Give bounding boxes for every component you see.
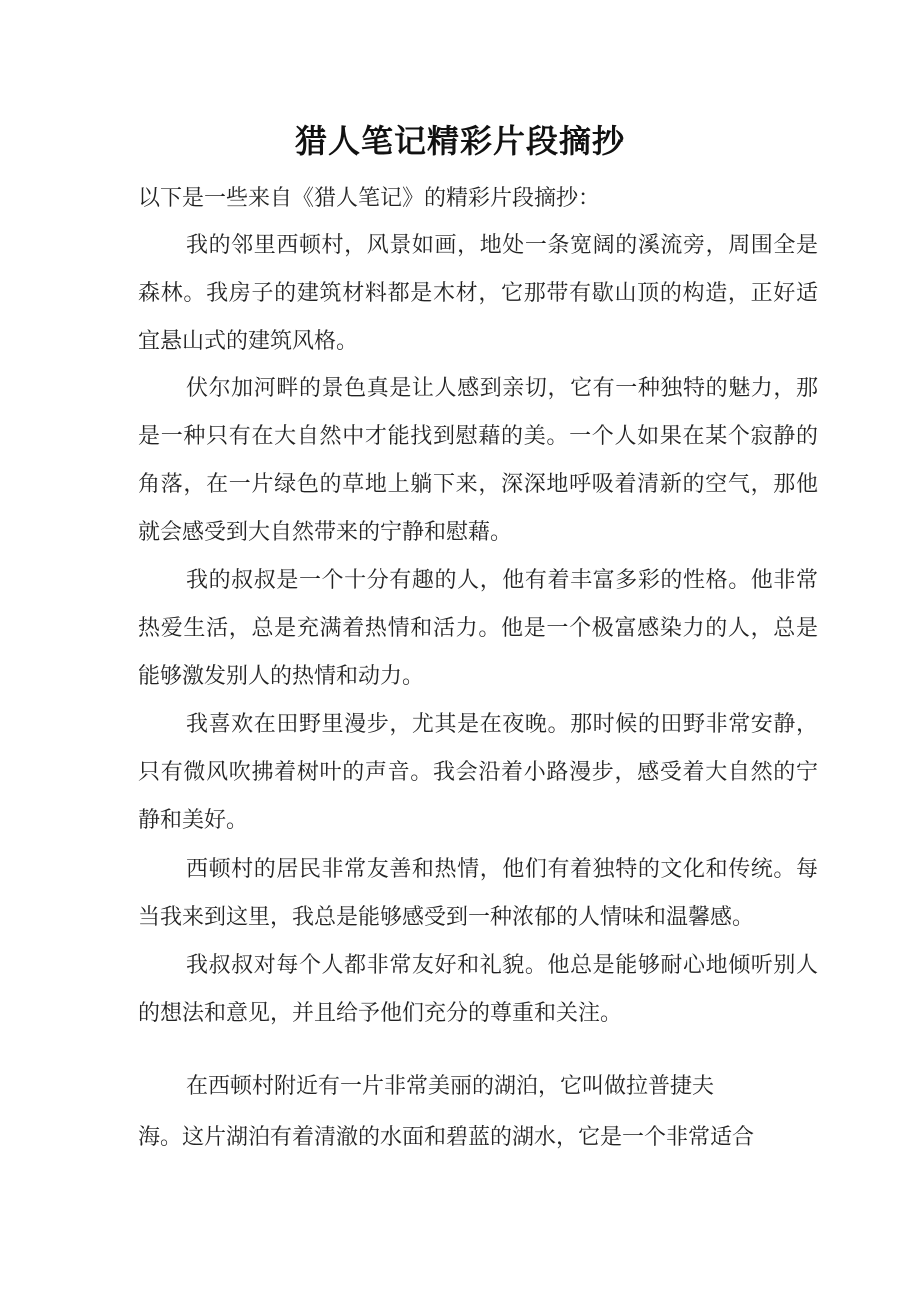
paragraph-5: 西顿村的居民非常友善和热情，他们有着独特的文化和传统。每当我来到这里，我总是能够感受到一种浓郁的人情味和温馨感。 — [138, 857, 818, 930]
paragraph-6: 我叔叔对每个人都非常友好和礼貌。他总是能够耐心地倾听别人的想法和意见，并且给予他们充分的尊重和关注。 — [138, 953, 818, 1026]
paragraph-7 — [138, 1063, 818, 1162]
paragraph-7-line-2: 海。这片湖泊有着清澈的水面和碧蓝的湖水，它是一个非常适合 — [138, 1125, 755, 1150]
paragraph-3: 我的叔叔是一个十分有趣的人，他有着丰富多彩的性格。他非常热爱生活，总是充满着热情和活力。他是一个极富感染力的人，总是能够激发别人的热情和动力。 — [138, 568, 818, 689]
paragraph-4: 我喜欢在田野里漫步，尤其是在夜晚。那时候的田野非常安静，只有微风吹拂着树叶的声音。我会沿着小路漫步，感受着大自然的宁静和美好。 — [138, 712, 818, 833]
paragraph-2: 伏尔加河畔的景色真是让人感到亲切，它有一种独特的魅力，那是一种只有在大自然中才能找到慰藉的美。一个人如果在某个寂静的角落，在一片绿色的草地上躺下来，深深地呼吸着清新的空气，那他就会感受到大自然带来的宁静和慰藉。 — [138, 376, 818, 545]
paragraph-7-line-1: 在西顿村附近有一片非常美丽的湖泊，它叫做拉普捷夫 — [186, 1074, 715, 1099]
intro-paragraph: 以下是一些来自《猎人笔记》的精彩片段摘抄： — [138, 186, 601, 211]
paragraph-1: 我的邻里西顿村，风景如画，地处一条宽阔的溪流旁，周围全是森林。我房子的建筑材料都是木材，它那带有歇山顶的构造，正好适宜悬山式的建筑风格。 — [138, 233, 818, 354]
document-title: 猎人笔记精彩片段摘抄 — [294, 122, 625, 160]
